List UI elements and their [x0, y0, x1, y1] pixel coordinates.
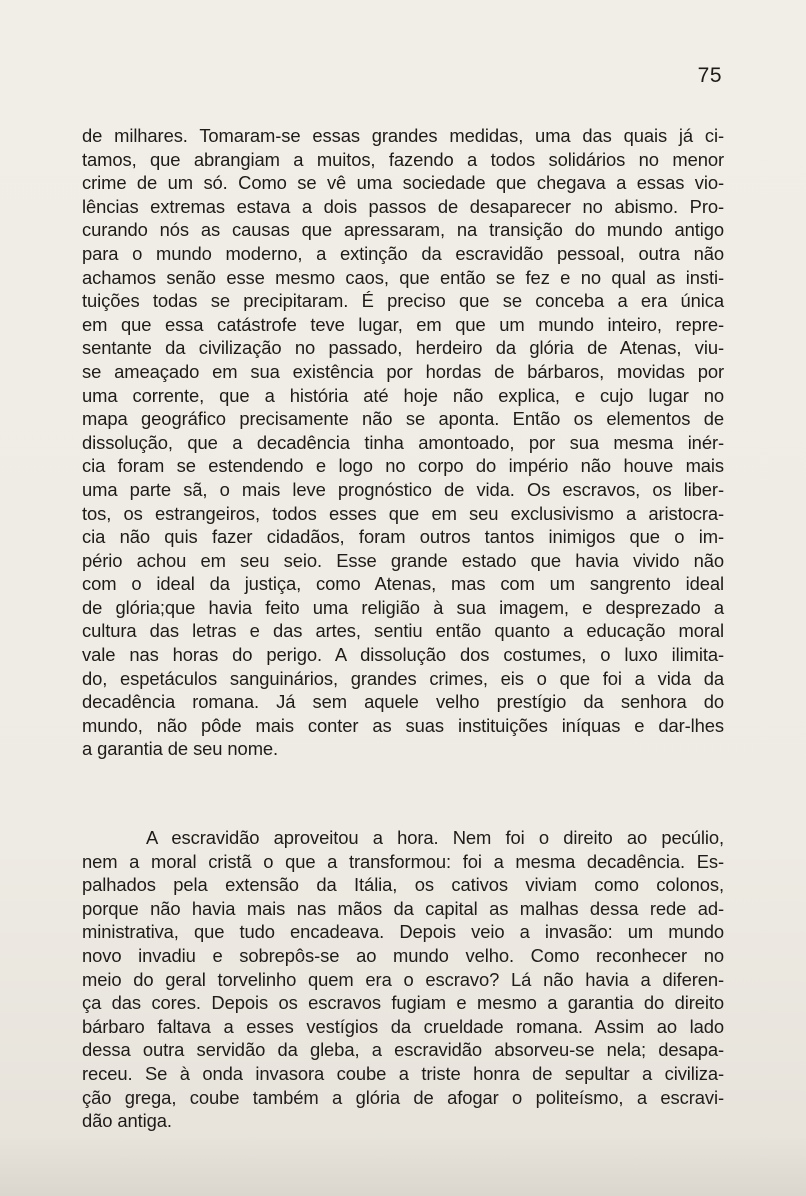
text-line: receu. Se à onda invasora coube a triste honra de sepultar a civiliza- — [82, 1062, 724, 1084]
text-line: cultura das letras e das artes, sentiu então quanto a educação moral — [82, 620, 724, 642]
text-line: palhados pela extensão da Itália, os cativos viviam como colonos, — [82, 874, 724, 896]
text-line: de glória;que havia feito uma religião à sua imagem, e desprezado a — [82, 596, 724, 618]
text-line: novo invadiu e sobrepôs-se ao mundo velho. Como reconhecer no — [82, 944, 724, 966]
text-line: de milhares. Tomaram-se essas grandes medidas, uma das quais já ci- — [82, 125, 724, 146]
text-line: sentante da civilização no passado, herdeiro da glória de Atenas, viu- — [82, 337, 724, 359]
text-line: porque não havia mais nas mãos da capital as malhas dessa rede ad- — [82, 897, 724, 919]
text-line: bárbaro faltava a esses vestígios da crueldade romana. Assim ao lado — [82, 1015, 724, 1037]
text-line: ministrativa, que tudo encadeava. Depois veio a invasão: um mundo — [82, 921, 724, 943]
text-line: crime de um só. Como se vê uma sociedade que chegava a essas vio- — [82, 172, 724, 194]
text-line: cia foram se estendendo e logo no corpo do império não houve mais — [82, 455, 724, 477]
text-line: curando nós as causas que apressaram, na transição do mundo antigo — [82, 219, 724, 241]
text-line: lências extremas estava a dois passos de desaparecer no abismo. Pro- — [82, 195, 724, 217]
text-line: tamos, que abrangiam a muitos, fazendo a todos solidários no menor — [82, 148, 724, 170]
text-line: ça das cores. Depois os escravos fugiam e mesmo a garantia do direito — [82, 992, 724, 1014]
text-line: para o mundo moderno, a extinção da escravidão pessoal, outra não — [82, 242, 724, 264]
text-line: uma parte sã, o mais leve prognóstico de vida. Os escravos, os liber- — [82, 478, 724, 500]
text-line: mapa geográfico precisamente não se aponta. Então os elementos de — [82, 408, 724, 430]
text-line: uma corrente, que a história até hoje não explica, e cujo lugar no — [82, 384, 724, 406]
text-line: dão antiga. — [82, 1110, 172, 1132]
text-line: dissolução, que a decadência tinha amontoado, por sua mesma inér- — [82, 431, 724, 453]
text-line: cia não quis fazer cidadãos, foram outros tantos inimigos que o im- — [82, 526, 724, 548]
text-line: em que essa catástrofe teve lugar, em que um mundo inteiro, repre- — [82, 313, 724, 335]
paragraph-2 — [82, 826, 724, 1133]
text-line: vale nas horas do perigo. A dissolução dos costumes, o luxo ilimita- — [82, 644, 724, 666]
text-line: decadência romana. Já sem aquele velho prestígio da senhora do — [82, 691, 724, 713]
text-line: dessa outra servidão da gleba, a escravidão absorveu-se nela; desapa- — [82, 1039, 724, 1061]
text-line: tos, os estrangeiros, todos esses que em seu exclusivismo a aristocra- — [82, 502, 724, 524]
page-number: 75 — [697, 64, 722, 87]
text-line: nem a moral cristã o que a transformou: foi a mesma decadência. Es- — [82, 850, 724, 872]
text-line: mundo, não pôde mais conter as suas instituições iníquas e dar-lhes — [82, 714, 724, 736]
text-line: do, espetáculos sanguinários, grandes crimes, eis o que foi a vida da — [82, 667, 724, 689]
text-line: pério achou em seu seio. Esse grande estado que havia vivido não — [82, 549, 724, 571]
text-line: A escravidão aproveitou a hora. Nem foi o direito ao pecúlio, — [146, 827, 724, 848]
text-line: a garantia de seu nome. — [82, 738, 279, 760]
page-bottom-shadow — [0, 1136, 806, 1196]
paragraph-1 — [82, 124, 724, 761]
text-line: ção grega, coube também a glória de afogar o politeísmo, a escravi- — [82, 1086, 724, 1108]
text-line: com o ideal da justiça, como Atenas, mas com um sangrento ideal — [82, 573, 724, 595]
text-line: achamos senão esse mesmo caos, que então se fez e no qual as insti- — [82, 266, 724, 288]
text-line: meio do geral torvelinho quem era o escravo? Lá não havia a diferen- — [82, 968, 724, 990]
text-line: se ameaçado em sua existência por hordas de bárbaros, movidas por — [82, 360, 724, 382]
text-line: tuições todas se precipitaram. É preciso que se conceba a era única — [82, 290, 724, 312]
